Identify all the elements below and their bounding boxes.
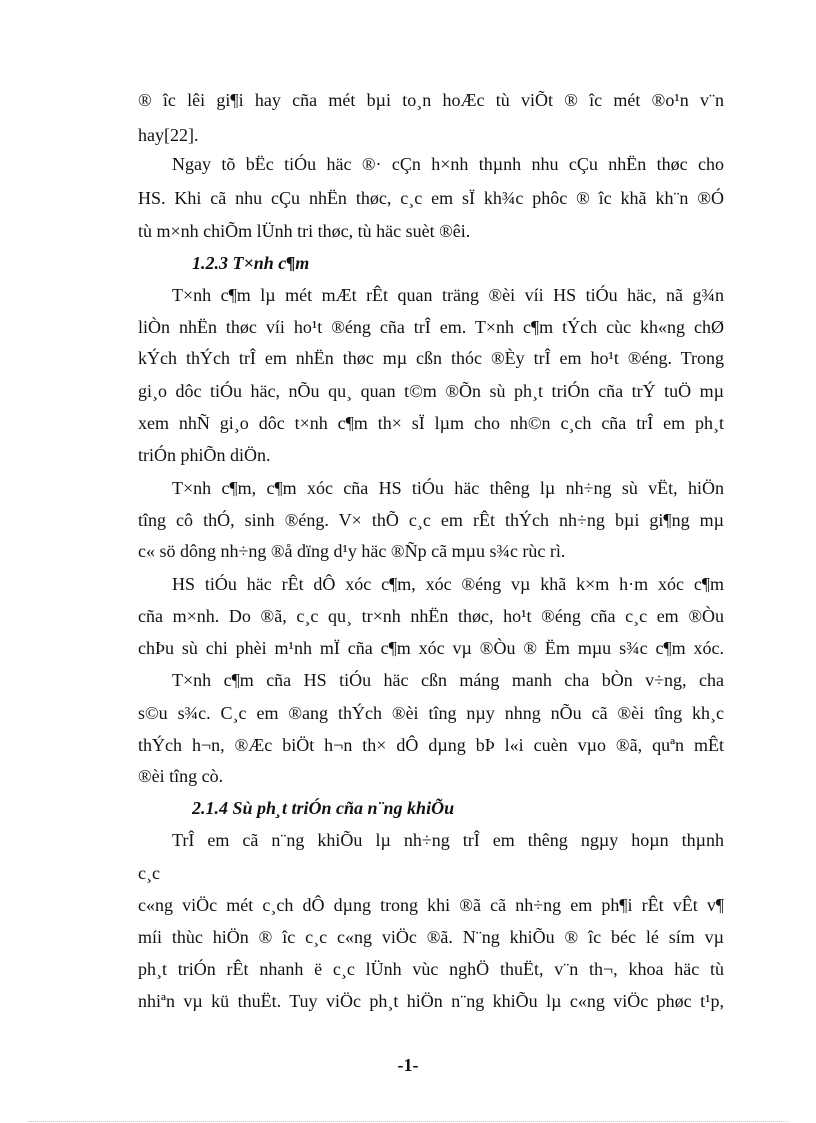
paragraph-line: ®èi tîng cò. xyxy=(138,766,224,786)
paragraph-line: thÝch h¬n, ®Æc biÖt h¬n th× dÔ dµng bÞ l«i cuèn vµo ®ã, quªn mÊt xyxy=(138,735,724,755)
paragraph-line: tîng cô thÓ, sinh ®éng. V× thÕ c¸c em rÊt thÝch nh÷ng bµi gi¶ng mµ xyxy=(138,510,724,530)
paragraph-line: ® îc lêi gi¶i hay cña mét bµi to¸n hoÆc tù viÕt ® îc mét ®o¹n v¨n xyxy=(138,90,724,110)
paragraph-line: míi thùc hiÖn ® îc c¸c c«ng viÖc ®ã. N¨ng khiÕu ® îc béc lé sím vµ xyxy=(138,927,724,947)
section-heading: 2.1.4 Sù ph¸t triÓn cña n¨ng khiÕu xyxy=(192,798,455,818)
paragraph-line: nhiªn vµ kü thuËt. Tuy viÖc ph¸t hiÖn n¨ng khiÕu lµ c«ng viÖc phøc t¹p, xyxy=(138,991,724,1011)
paragraph-line: chÞu sù chi phèi m¹nh mÏ cña c¶m xóc vµ ®Òu ® Ëm mµu s¾c c¶m xóc. xyxy=(138,638,724,658)
paragraph-line: HS. Khi cã nhu cÇu nhËn thøc, c¸c em sÏ kh¾c phôc ® îc khã kh¨n ®Ó xyxy=(138,188,724,208)
paragraph-line: tù m×nh chiÕm lÜnh tri thøc, tù häc suèt ®êi. xyxy=(138,221,471,241)
section-heading: 1.2.3 T×nh c¶m xyxy=(192,253,310,273)
paragraph-line: cña m×nh. Do ®ã, c¸c qu¸ tr×nh nhËn thøc, ho¹t ®éng cña c¸c em ®Òu xyxy=(138,606,724,626)
paragraph-line: gi¸o dôc tiÓu häc, nÕu qu¸ quan t©m ®Õn sù ph¸t triÓn cña trÝ tuÖ mµ xyxy=(138,381,724,401)
paragraph-line: TrÎ em cã n¨ng khiÕu lµ nh÷ng trÎ em thêng ngµy hoµn thµnh xyxy=(172,830,724,850)
paragraph-line: c«ng viÖc mét c¸ch dÔ dµng trong khi ®ã cã nh÷ng em ph¶i rÊt vÊt v¶ xyxy=(138,895,724,915)
page-number: -1- xyxy=(397,1055,419,1075)
paragraph-line: HS tiÓu häc rÊt dÔ xóc c¶m, xóc ®éng vµ khã k×m h·m xóc c¶m xyxy=(172,574,724,594)
paragraph-line: Ngay tõ bËc tiÓu häc ®· cÇn h×nh thµnh nhu cÇu nhËn thøc cho xyxy=(172,154,724,174)
paragraph-line: hay[22]. xyxy=(138,125,199,145)
paragraph-line: c« sö dông nh÷ng ®å dïng d¹y häc ®Ñp cã mµu s¾c rùc rì. xyxy=(138,541,566,561)
paragraph-line: T×nh c¶m, c¶m xóc cña HS tiÓu häc thêng lµ nh÷ng sù vËt, hiÖn xyxy=(172,478,724,498)
paragraph-line: liÒn nhËn thøc víi ho¹t ®éng cña trÎ em. T×nh c¶m tÝch cùc kh«ng chØ xyxy=(138,317,724,337)
paragraph-line: ph¸t triÓn rÊt nhanh ë c¸c lÜnh vùc nghÖ thuËt, v¨n th¬, khoa häc tù xyxy=(138,959,724,979)
paragraph-line: s©u s¾c. C¸c em ®ang thÝch ®èi tîng nµy nhng nÕu cã ®èi tîng kh¸c xyxy=(138,703,724,723)
paragraph-line: T×nh c¶m lµ mét mÆt rÊt quan träng ®èi víi HS tiÓu häc, nã g¾n xyxy=(172,285,724,305)
paragraph-line: triÓn phiÕn diÖn. xyxy=(138,445,271,465)
page-bottom-rule xyxy=(28,1121,788,1122)
paragraph-line: xem nhÑ gi¸o dôc t×nh c¶m th× sÏ lµm cho nh©n c¸ch cña trÎ em ph¸t xyxy=(138,413,724,433)
paragraph-line: kÝch thÝch trÎ em nhËn thøc mµ cßn thóc ®Èy trÎ em ho¹t ®éng. Trong xyxy=(138,348,724,368)
paragraph-line: T×nh c¶m cña HS tiÓu häc cßn máng manh cha bÒn v÷ng, cha xyxy=(172,670,724,690)
paragraph-line: c¸c xyxy=(138,863,160,883)
